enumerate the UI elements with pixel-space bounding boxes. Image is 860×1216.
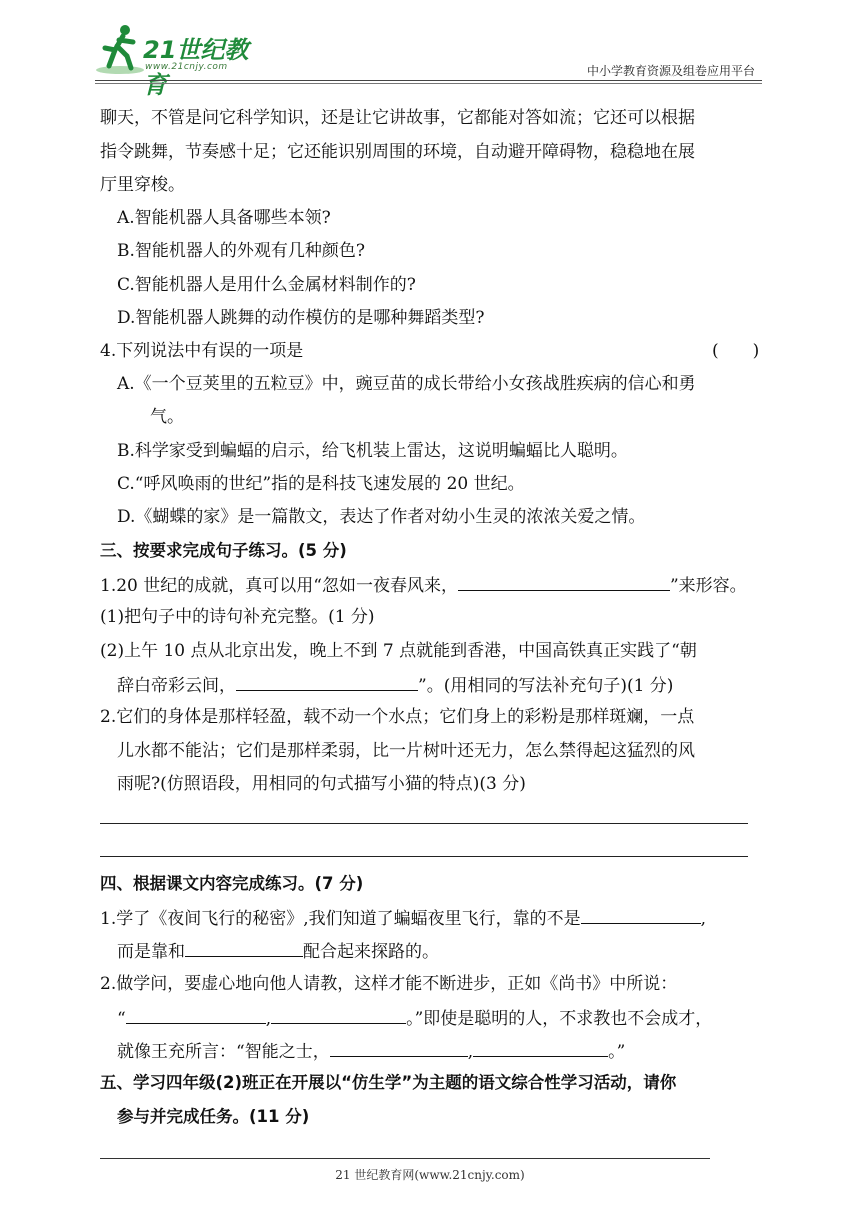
section3-q1-text: 1.20 世纪的成就，真可以用“忽如一夜春风来， (100, 576, 458, 596)
page-footer: 21 世纪教育网(www.21cnjy.com) (335, 1168, 525, 1182)
section4-q1-text: 1.学了《夜间飞行的秘密》,我们知道了蝙蝠夜里飞行，靠的不是 (100, 909, 581, 929)
answer-line-1[interactable] (100, 823, 748, 824)
wangchong-blank-2[interactable] (473, 1040, 608, 1057)
comma-2: , (467, 1042, 474, 1062)
section4-q1-line2-text: 而是靠和 (117, 942, 185, 962)
logo-wordmark: 21世纪教育 (143, 36, 249, 99)
section3-q1-sub2-line2 (117, 674, 673, 696)
footer-divider (100, 1158, 710, 1159)
section3-q1 (100, 574, 747, 596)
q4-option-c: C.“呼风唤雨的世纪”指的是科技飞速发展的 20 世纪。 (117, 474, 525, 494)
page-header (95, 22, 760, 99)
section3-title: 三、按要求完成句子练习。(5 分) (100, 541, 347, 560)
passage-line-3: 厅里穿梭。 (100, 175, 185, 195)
section3-q1-tail: ”来形容。 (669, 576, 747, 596)
section3-q1-sub2-line1: (2)上午 10 点从北京出发，晚上不到 7 点就能到香港，中国高铁真正实践了“朝 (100, 641, 697, 661)
section3-q2-line1: 2.它们的身体是那样轻盈，载不动一个水点；它们身上的彩粉是那样斑斓，一点 (100, 707, 695, 727)
q3-option-b: B.智能机器人的外观有几种颜色? (117, 241, 366, 261)
site-logo (95, 22, 265, 99)
section3-q1-sub2-tail: ”。(用相同的写法补充句子)(1 分) (418, 676, 674, 696)
section4-q2-line2-tail: 。”即使是聪明的人，不求教也不会成才， (406, 1009, 713, 1029)
q3-option-c: C.智能机器人是用什么金属材料制作的? (117, 275, 416, 295)
passage-line-2: 指令跳舞，节奏感十足；它还能识别周围的环境，自动避开障碍物，稳稳地在展 (100, 142, 695, 162)
q4-option-a-line2: 气。 (150, 407, 184, 427)
poem-blank[interactable] (458, 574, 670, 591)
q4-stem: 4.下列说法中有误的一项是 (100, 341, 304, 361)
bat-blank-2[interactable] (185, 940, 303, 957)
q4-option-a-line1: A.《一个豆荚里的五粒豆》中，豌豆苗的成长带给小女孩战胜疾病的信心和勇 (117, 374, 696, 394)
logo-url: www.21cnjy.com (145, 62, 228, 72)
q3-option-d: D.智能机器人跳舞的动作模仿的是哪种舞蹈类型? (117, 308, 485, 328)
section4-q2-line3-text: 就像王充所言：“智能之士， (117, 1042, 330, 1062)
section4-q2-line1: 2.做学问，要虚心地向他人请教，这样才能不断进步，正如《尚书》中所说： (100, 974, 678, 994)
section4-q2-line3-tail: 。” (608, 1042, 626, 1062)
q4-answer-paren[interactable]: ( ) (712, 341, 760, 361)
section4-q1-line1 (100, 907, 706, 929)
passage-line-1: 聊天，不管是问它科学知识，还是让它讲故事，它都能对答如流；它还可以根据 (100, 108, 695, 128)
section5-title-line1: 五、学习四年级(2)班正在开展以“仿生学”为主题的语文综合性学习活动，请你 (100, 1073, 677, 1092)
q3-option-a: A.智能机器人具备哪些本领? (117, 208, 331, 228)
section3-q1-sub1: (1)把句子中的诗句补充完整。(1 分) (100, 607, 375, 627)
section4-q1-line2 (117, 940, 439, 962)
section4-q2-line3 (117, 1040, 625, 1062)
section4-q1-line2-tail: 配合起来探路的。 (303, 942, 439, 962)
section3-q2-line2: 儿水都不能沾；它们是那样柔弱，比一片树叶还无力，怎么禁得起这猛烈的风 (117, 741, 695, 761)
section3-q1-sub2-text: 辞白帝彩云间， (117, 676, 236, 696)
open-quote: “ (117, 1009, 126, 1029)
shangshu-blank-2[interactable] (271, 1007, 406, 1024)
answer-line-2[interactable] (100, 856, 748, 857)
runner-icon (95, 22, 145, 78)
header-tagline: 中小学教育资源及组卷应用平台 (586, 64, 755, 78)
section4-title: 四、根据课文内容完成练习。(7 分) (100, 874, 364, 893)
sentence-blank[interactable] (236, 674, 418, 691)
section4-q1-comma: , (700, 909, 707, 929)
section5-title-line2: 参与并完成任务。(11 分) (117, 1107, 310, 1126)
bat-blank-1[interactable] (581, 907, 701, 924)
shangshu-blank-1[interactable] (126, 1007, 266, 1024)
section3-q2-line3: 雨呢?(仿照语段，用相同的句式描写小猫的特点)(3 分) (117, 774, 526, 794)
header-divider-secondary (95, 83, 762, 84)
q4-option-d: D.《蝴蝶的家》是一篇散文，表达了作者对幼小生灵的浓浓关爱之情。 (117, 507, 646, 527)
section4-q2-line2 (117, 1007, 712, 1029)
wangchong-blank-1[interactable] (330, 1040, 468, 1057)
comma-1: , (265, 1009, 272, 1029)
q4-option-b: B.科学家受到蝙蝠的启示，给飞机装上雷达，这说明蝙蝠比人聪明。 (117, 441, 628, 461)
header-divider (95, 80, 762, 81)
